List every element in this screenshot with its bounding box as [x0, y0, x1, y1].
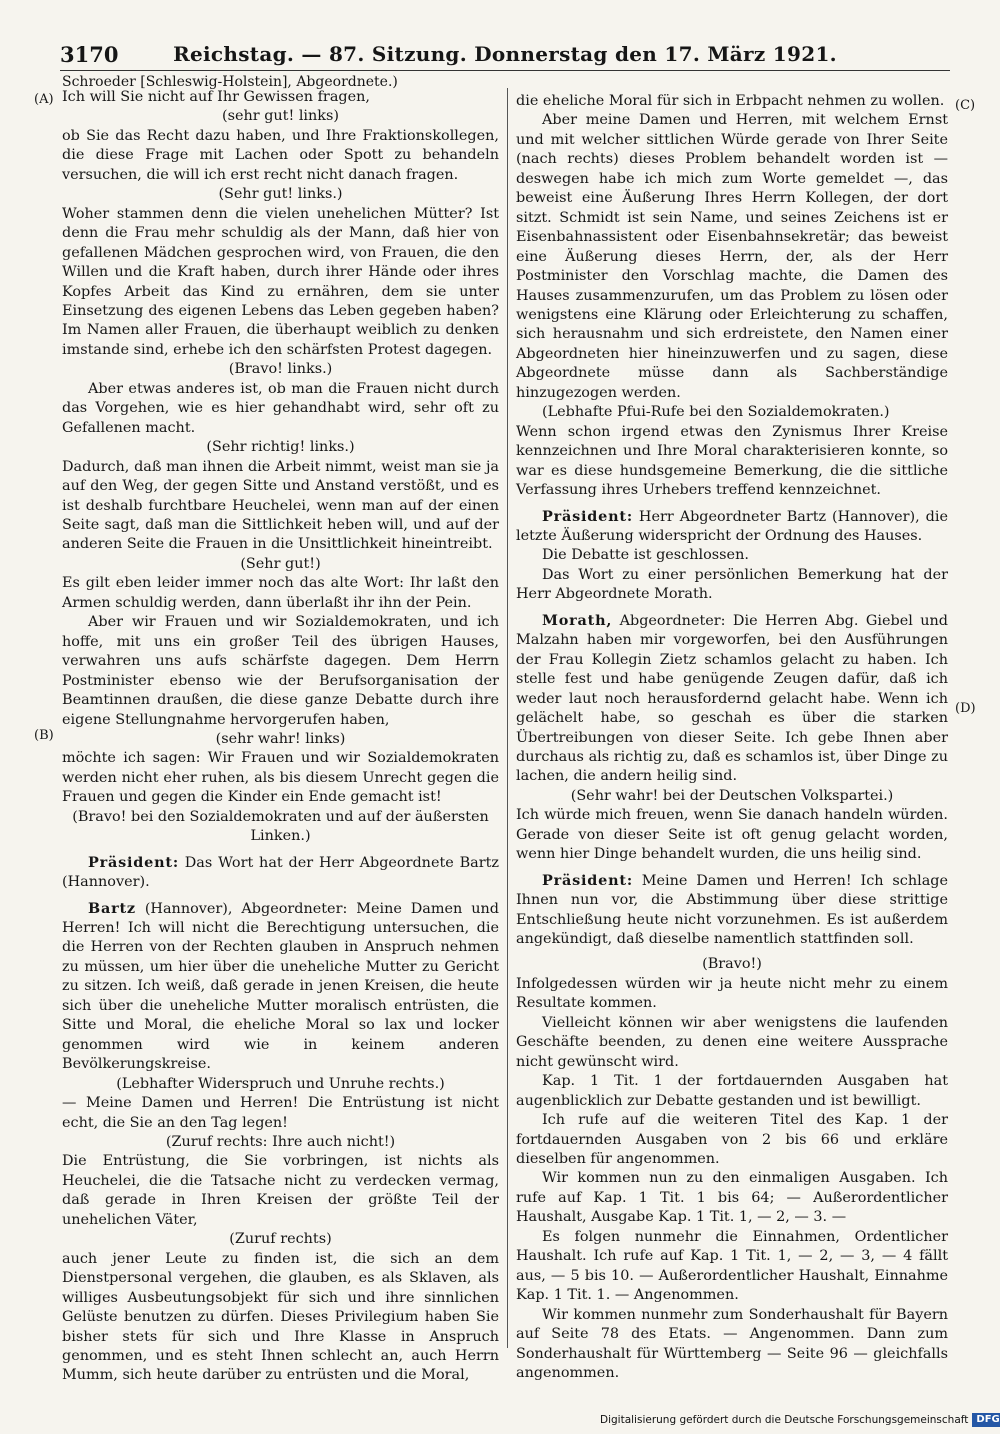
page-header: [60, 40, 950, 71]
paragraph: Vielleicht können wir aber wenigstens die laufenden Geschäfte beenden, zu denen eine weitere Aussprache nicht gewünscht wird.: [516, 1014, 948, 1070]
interjection: (Bravo!): [702, 956, 762, 973]
margin-marker-d: (D): [955, 701, 976, 716]
paragraph: Dadurch, daß man ihnen die Arbeit nimmt, weist man sie ja auf den Weg, der gegen Sitte und Anstand verstößt, und es ist deshalb furchtbare Heuchelei, wenn man auf der einen Seite sagt, daß man die Sittlichkeit heben will, und auf der anderen Seite die Frauen in die Unsittlichkeit hineintreibt.: [62, 458, 499, 553]
margin-marker-b: (B): [34, 728, 54, 743]
paragraph: möchte ich sagen: Wir Frauen und wir Sozialdemokraten werden nicht eher ruhen, als bis diesem Unrecht gegen die Frauen und gegen die Kinder ein Ende gemacht ist!: [62, 750, 499, 806]
speaker-name: Präsident:: [542, 507, 633, 525]
speech-start: [516, 871, 948, 950]
interjection: (Zuruf rechts): [229, 1231, 332, 1248]
paragraph: Das Wort zu einer persönlichen Bemerkung hat der Herr Abgeordnete Morath.: [516, 566, 948, 603]
interjection: (Lebhafter Widerspruch und Unruhe rechts.): [116, 1075, 445, 1092]
interjection: (sehr gut! links): [221, 108, 340, 125]
digitization-credit: [600, 1413, 1000, 1431]
paragraph: die eheliche Moral für sich in Erbpacht nehmen zu wollen.: [516, 93, 945, 109]
paragraph: Die Debatte ist geschlossen.: [542, 547, 749, 564]
paragraph: — Meine Damen und Herren! Die Entrüstung ist nicht echt, die Sie an den Tag legen!: [62, 1095, 499, 1131]
speech-text: Das Wort hat der Herr Abgeordnete Bartz (Hannover).: [62, 854, 499, 891]
speaker-name: Präsident:: [542, 871, 633, 889]
credit-text: Digitalisierung gefördert durch die Deutsche Forschungsgemeinschaft: [600, 1414, 969, 1426]
paragraph: Die Entrüstung, die Sie vorbringen, ist nichts als Heuchelei, die die Tatsache nicht zu verdecken vermag, daß gerade in Ihren Kreisen der größte Teil der unehelichen Väter,: [62, 1153, 499, 1228]
paragraph: Infolgedessen würden wir ja heute nicht mehr zu einem Resultate kommen.: [516, 975, 948, 1012]
margin-marker-a: (A): [34, 92, 54, 107]
speaker-name: Morath,: [542, 611, 613, 629]
paragraph: Ich würde mich freuen, wenn Sie danach handeln würden. Gerade von dieser Seite ist oft genug gelacht worden, wenn hier Dinge behandelt wurden, die uns heilig sind.: [516, 807, 948, 863]
paragraph: Woher stammen denn die vielen unehelichen Mütter? Ist denn die Frau mehr schuldig als der Mann, daß hier von gefallenen Mädchen gesprochen wird, von Frauen, die den Willen und die Kraft haben, durch ihrer Hände oder ihres Kopfes Arbeit das Kind zu ernähren, dem sie unter Einsetzung des eigenen Lebens das Leben gegeben haben? Im Namen aller Frauen, die überhaupt weiblich zu denken imstande sind, erhebe ich den schärfsten Protest dagegen.: [62, 205, 499, 358]
interjection: (Sehr gut!): [240, 555, 321, 572]
speech-start: [62, 853, 499, 893]
dfg-logo: DFG: [972, 1413, 1000, 1427]
speech-start: [516, 611, 948, 787]
interjection: (Bravo! links.): [228, 361, 333, 378]
speech-start: [62, 899, 499, 1075]
speech-start: [516, 507, 948, 547]
speech-text: Herr Abgeordneter Bartz (Hannover), die letzte Äußerung widerspricht der Ordnung des Hauses.: [516, 508, 949, 544]
paragraph: Es folgen nunmehr die Einnahmen, Ordentlicher Haushalt. Ich rufe auf Kap. 1 Tit. 1, — 2, — 3, — 4 fällt aus, — 5 bis 10. — Außerordentlicher Haushalt, Einnahme Kap. 1 Tit. 1. — Angenommen.: [516, 1228, 948, 1304]
paragraph: Aber meine Damen und Herren, mit welchem Ernst und mit welcher sittlichen Würde gerade von Ihrer Seite (nach rechts) dieses Problem behandelt worden ist — deswegen habe ich mich zum Worte gemeldet —, das beweist eine Äußerung Ihres Herrn Kollegen, der dort sitzt. Schmidt ist sein Name, und seines Zeichens ist er Eisenbahnassistent oder Eisenbahnsekretär; das beweist eine Äußerung dieses Herrn, der, als der Herr Postminister den Vorschlag machte, die Damen des Hauses zusammenzurufen, um das Problem zu lösen oder wenigstens eine Klärung oder Erleichterung zu schaffen, sich herausnahm und sich erdreistete, den Namen einer Abgeordneten hier hineinzuwerfen und zu sagen, diese Abgeordnete müsse dann als Sachberständige hinzugezogen werden.: [516, 112, 948, 401]
interjection: (Zuruf rechts: Ihre auch nicht!): [165, 1134, 396, 1151]
paragraph: Aber wir Frauen und wir Sozialdemokraten, und ich hoffe, mit uns ein großer Teil des übrigen Hauses, verwahren uns aufs schärfste dagegen. Dem Herrn Postminister ebenso wie der Berufsorganisation der Beamtinnen draußen, die diese ganze Debatte durch ihre eigene Stellungnahme hervorgerufen haben,: [62, 614, 499, 728]
speech-text: (Hannover), Abgeordneter: Meine Damen und Herren! Ich will nicht die Berechtigung untersuchen, die die Herren von der Rechten glauben in Anspruch nehmen zu müssen, um hier über die uneheliche Mutter zu Gericht zu sitzen. Ich weiß, daß gerade in jenen Kreisen, die heute sich über die uneheliche Mutter moralisch entrüsten, die Sitte und Moral, die eheliche Moral so lax und locker genommen wird wie in keinem anderen Bevölkerungskreise.: [62, 900, 499, 1073]
header-title: Reichstag. — 87. Sitzung. Donnerstag den 17. März 1921.: [173, 42, 837, 66]
interjection: (Lebhafte Pfui-Rufe bei den Sozialdemokraten.): [542, 404, 890, 421]
paragraph: Ich will Sie nicht auf Ihr Gewissen fragen,: [62, 89, 370, 105]
column-divider: [507, 88, 508, 1348]
paragraph: Es gilt eben leider immer noch das alte Wort: Ihr laßt den Armen schuldig werden, dann überlaßt ihr ihn der Pein.: [62, 575, 499, 611]
speaker-continuation-line: Schroeder [Schleswig-Holstein], Abgeordnete.): [62, 74, 398, 90]
speaker-name: Präsident:: [88, 853, 179, 871]
paragraph: Aber etwas anderes ist, ob man die Frauen nicht durch das Vorgehen, wie es hier gehandhabt wird, sehr oft zu Gefallenen macht.: [62, 380, 499, 436]
speaker-name: Bartz: [88, 899, 136, 917]
paragraph: Wenn schon irgend etwas den Zynismus Ihrer Kreise kennzeichnen und Ihre Moral charakterisieren konnte, so war es diese hundsgemeine Bemerkung, die die sittliche Verfassung ihres Urhebers treffend kennzeichnet.: [516, 423, 948, 499]
page-number: 3170: [60, 42, 119, 67]
paragraph: Ich rufe auf die weiteren Titel des Kap. 1 der fortdauernden Ausgaben von 2 bis 66 und erkläre dieselben für angenommen.: [516, 1112, 948, 1168]
paragraph: Kap. 1 Tit. 1 der fortdauernden Ausgaben hat augenblicklich zur Debatte gestanden und ist bewilligt.: [516, 1073, 948, 1109]
interjection: (sehr wahr! links): [215, 730, 346, 747]
speech-text: Meine Damen und Herren! Ich schlage Ihnen nun vor, die Abstimmung über diese strittige Entschließung heute nicht vorzunehmen. Es ist außerdem angekündigt, daß dieselbe namentlich stattfinden soll.: [516, 872, 948, 948]
interjection: (Sehr richtig! links.): [206, 439, 355, 456]
paragraph: Wir kommen nun zu den einmaligen Ausgaben. Ich rufe auf Kap. 1 Tit. 1 bis 64; — Außerordentlicher Haushalt, Ausgabe Kap. 1 Tit. 1, — 2, — 3. —: [516, 1170, 948, 1226]
interjection: (Sehr wahr! bei der Deutschen Volkspartei.): [570, 787, 894, 804]
paragraph: Wir kommen nunmehr zum Sonderhaushalt für Bayern auf Seite 78 des Etats. — Angenommen. Dann zum Sonderhaushalt für Württemberg — Seite 96 — gleichfalls angenommen.: [516, 1306, 948, 1381]
interjection: (Bravo! bei den Sozialdemokraten und auf der äußersten Linken.): [72, 808, 489, 845]
left-column: [62, 88, 499, 1386]
speech-text: Abgeordneter: Die Herren Abg. Giebel und Malzahn haben mir vorgeworfen, bei den Ausführungen der Frau Kollegin Zietz schamlos gelacht zu haben. Ich stelle fest und habe genügende Zeugen dafür, daß ich weder laut noch herausfordernd gelacht habe. Wenn ich gelächelt habe, so geschah es über die starken Übertreibungen von dieser Seite. Ich gebe Ihnen aber durchaus als richtig zu, daß es schamlos ist, über Dinge zu lachen, die andern heilig sind.: [516, 612, 948, 785]
paragraph: ob Sie das Recht dazu haben, und Ihre Fraktionskollegen, die diese Frage mit Lachen oder Spott zu behandeln versuchen, die will ich erst recht nicht danach fragen.: [62, 127, 499, 183]
paragraph: auch jener Leute zu finden ist, die sich an dem Dienstpersonal vergehen, die glauben, es als Sklaven, als williges Ausbeutungsobjekt für sich und ihre sinnlichen Gelüste benutzen zu dürfen. Dieses Privilegium haben Sie bisher stets für sich und Ihre Klasse in Anspruch genommen, und es steht Ihnen schlecht an, auch Herrn Mumm, sich heute darüber zu entrüsten und die Moral,: [62, 1250, 499, 1384]
margin-marker-c: (C): [955, 98, 976, 113]
right-column: [516, 92, 948, 1383]
interjection: (Sehr gut! links.): [218, 186, 343, 203]
